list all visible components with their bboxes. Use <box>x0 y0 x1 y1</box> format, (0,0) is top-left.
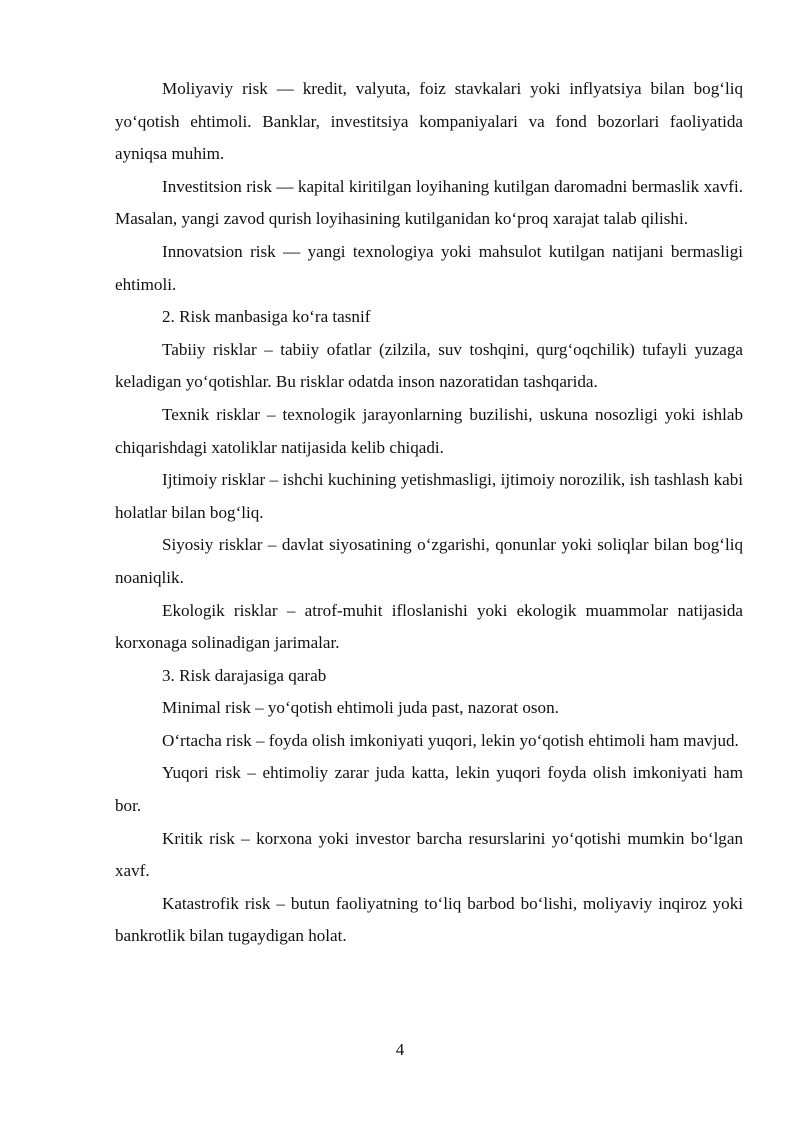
section-heading-risk-level: 3. Risk darajasiga qarab <box>162 665 327 685</box>
paragraph-catastrophic-risk: Katastrofik risk – butun faoliyatning to‘liq barbod bo‘lishi, moliyaviy inqiroz yoki bankrotlik bilan tugaydigan holat. <box>115 893 743 946</box>
paragraph-political-risks: Siyosiy risklar – davlat siyosatining o‘zgarishi, qonunlar yoki soliqlar bilan bog‘liq noaniqlik. <box>115 535 743 587</box>
paragraph-natural-risks: Tabiiy risklar – tabiiy ofatlar (zilzila, suv toshqini, qurg‘oqchilik) tufayli yuzaga keladigan yo‘qotishlar. Bu risklar odatda inson nazoratidan tashqarida. <box>115 339 743 392</box>
paragraph-innovation-risk: Innovatsion risk — yangi texnologiya yoki mahsulot kutilgan natijani bermasligi ehtimoli. <box>115 241 743 294</box>
paragraph-high-risk: Yuqori risk – ehtimoliy zarar juda katta, lekin yuqori foyda olish imkoniyati ham bor. <box>115 763 743 816</box>
page-number: 4 <box>395 1040 405 1059</box>
section-heading-risk-source: 2. Risk manbasiga ko‘ra tasnif <box>162 307 371 327</box>
paragraph-critical-risk: Kritik risk – korxona yoki investor barcha resurslarini yo‘qotishi mumkin bo‘lgan xavf. <box>115 828 743 881</box>
paragraph-ecological-risks: Ekologik risklar – atrof-muhit ifloslanishi yoki ekologik muammolar natijasida korxonaga solinadigan jarimalar. <box>115 600 743 653</box>
paragraph-technical-risks: Texnik risklar – texnologik jarayonlarning buzilishi, uskuna nosozligi yoki ishlab chiqarishdagi xatoliklar natijasida kelib chiqadi. <box>115 404 743 457</box>
paragraph-investment-risk: Investitsion risk — kapital kiritilgan loyihaning kutilgan daromadni bermaslik xavfi. Masalan, yangi zavod qurish loyihasining kutilganidan ko‘proq xarajat talab qilishi. <box>115 176 743 229</box>
paragraph-minimal-risk: Minimal risk – yo‘qotish ehtimoli juda past, nazorat oson. <box>162 698 559 718</box>
document-body <box>115 73 743 953</box>
paragraph-medium-risk: O‘rtacha risk – foyda olish imkoniyati yuqori, lekin yo‘qotish ehtimoli ham mavjud. <box>162 730 739 750</box>
paragraph-social-risks: Ijtimoiy risklar – ishchi kuchining yetishmasligi, ijtimoiy norozilik, ish tashlash kabi holatlar bilan bog‘liq. <box>115 470 743 522</box>
paragraph-financial-risk: Moliyaviy risk — kredit, valyuta, foiz stavkalari yoki inflyatsiya bilan bog‘liq yo‘qotish ehtimoli. Banklar, investitsiya kompaniyalari va fond bozorlari faoliyatida ayniqsa muhim. <box>115 79 743 164</box>
